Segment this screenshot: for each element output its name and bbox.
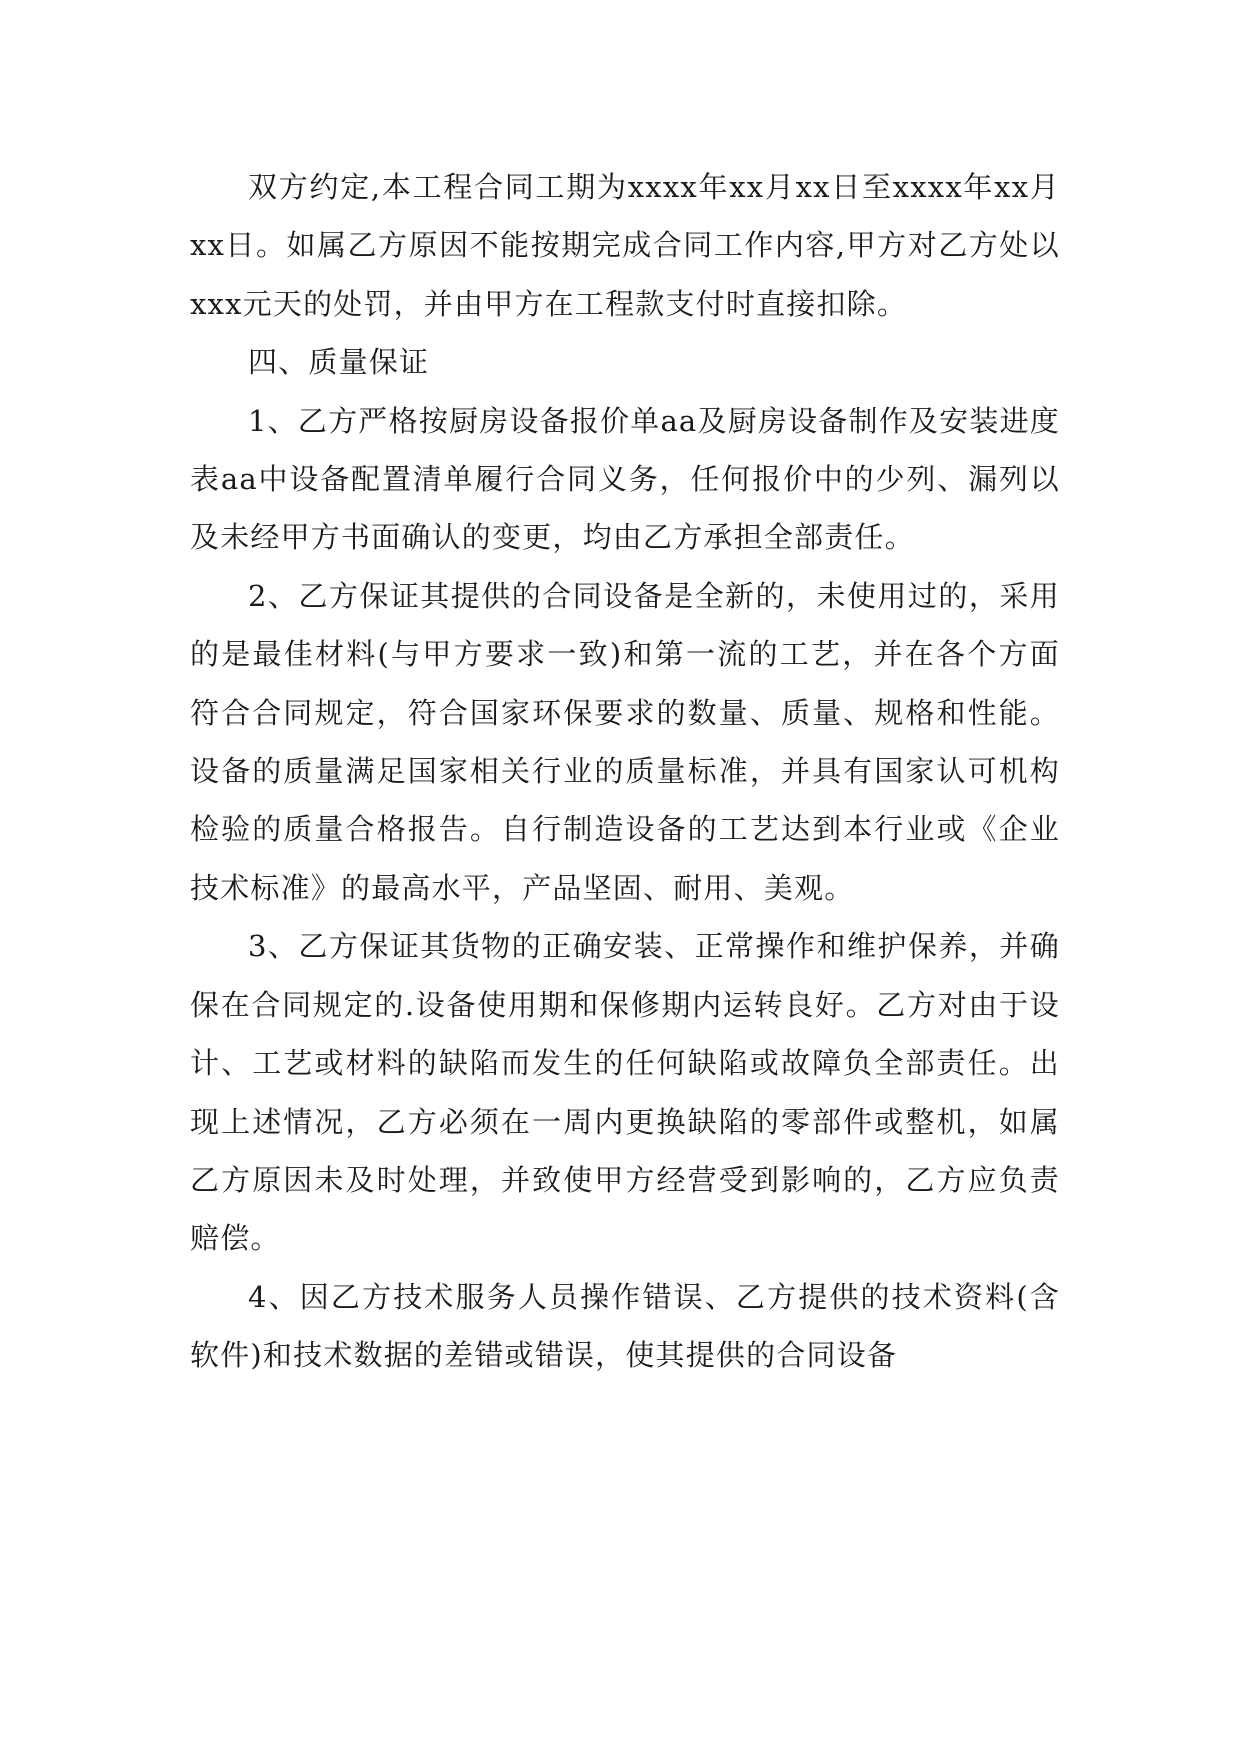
paragraph-clause-2: 2、乙方保证其提供的合同设备是全新的，未使用过的，采用的是最佳材料(与甲方要求一致)和第一流的工艺，并在各个方面符合合同规定，符合国家环保要求的数量、质量、规格和性能。设备的质量满足国家相关行业的质量标准，并具有国家认可机构检验的质量合格报告。自行制造设备的工艺达到本行业或《企业技术标准》的最高水平，产品坚固、耐用、美观。 bbox=[190, 578, 1060, 905]
section-heading-quality-guarantee: 四、质量保证 bbox=[248, 345, 430, 380]
paragraph-clause-1: 1、乙方严格按厨房设备报价单aa及厨房设备制作及安装进度表aa中设备配置清单履行合同义务，任何报价中的少列、漏列以及未经甲方书面确认的变更，均由乙方承担全部责任。 bbox=[190, 403, 1060, 555]
paragraph-clause-4: 4、因乙方技术服务人员操作错误、乙方提供的技术资料(含软件)和技术数据的差错或错误，使其提供的合同设备 bbox=[190, 1279, 1060, 1373]
document-body bbox=[190, 158, 1060, 1385]
paragraph-clause-3: 3、乙方保证其货物的正确安装、正常操作和维护保养，并确保在合同规定的.设备使用期和保修期内运转良好。乙方对由于设计、工艺或材料的缺陷而发生的任何缺陷或故障负全部责任。出现上述情况，乙方必须在一周内更换缺陷的零部件或整机，如属乙方原因未及时处理，并致使甲方经营受到影响的，乙方应负责赔偿。 bbox=[190, 929, 1060, 1256]
paragraph-contract-period: 双方约定,本工程合同工期为xxxx年xx月xx日至xxxx年xx月xx日。如属乙方原因不能按期完成合同工作内容,甲方对乙方处以xxx元天的处罚，并由甲方在工程款支付时直接扣除。 bbox=[190, 170, 1060, 321]
